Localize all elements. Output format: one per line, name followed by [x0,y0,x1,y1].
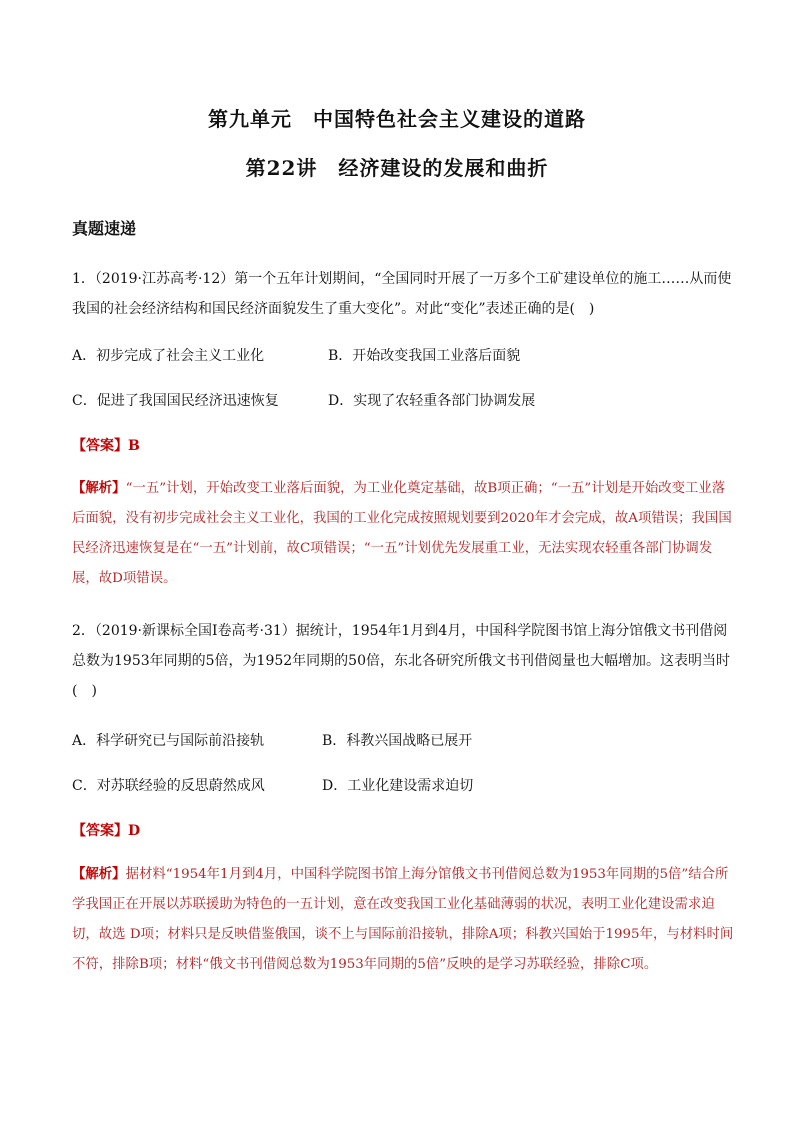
option-c: C．对苏联经验的反思蔚然成风 [72,778,265,794]
option-a: A．科学研究已与国际前沿接轨 [72,733,265,749]
explanation-text: “一五”计划，开始改变工业落后面貌，为工业化奠定基础，故B项正确；“一五”计划是开始改变工业落后面貌，没有初步完成社会主义工业化，我国的工业化完成按照规划要到2020年才会完成，故A项错误；我国国民经济迅速恢复是在“一五”计划前，故C项错误；“一五”计划优先发展重工业，无法实现农轻重各部门协调发展，故D项错误。 [72,481,732,586]
explanation-label: 【解析】 [72,480,126,496]
option-a: A．初步完成了社会主义工业化 [72,348,265,364]
explanation-label: 【解析】 [72,866,126,882]
option-d: D．实现了农轻重各部门协调发展 [328,393,536,409]
explanation [72,859,736,980]
option-d: D．工业化建设需求迫切 [322,778,474,794]
option-c: C．促进了我国国民经济迅速恢复 [72,393,279,409]
unit-title: 第九单元 中国特色社会主义建设的道路 [208,107,586,131]
explanation-text: 据材料“1954年1月到4月，中国科学院图书馆上海分馆俄文书刊借阅总数为1953年同期的5倍”结合所学我国正在开展以苏联援助为特色的一五计划，意在改变我国工业化基础薄弱的状况，表明工业化建设需求迫切，故选 D项；材料只是反映借鉴俄国，谈不上与国际前沿接轨，排除A项；科教兴国始于1995年，与材料时间不符，排除B项；材料“俄文书刊借阅总数为1953年同期的5倍”反映的是学习苏联经验，排除C项。 [72,867,734,972]
option-b: B．科教兴国战略已展开 [322,733,473,749]
section-heading: 真题速递 [72,219,137,238]
answer-label: 【答案】 [72,823,128,839]
answer-value: D [128,823,141,839]
answer-label: 【答案】 [72,438,128,454]
answer [72,435,140,455]
question-stem: 2．（2019·新课标全国Ⅰ卷高考·31）据统计，1954年1月到4月，中国科学院图书馆上海分馆俄文书刊借阅总数为1953年同期的5倍，为1952年同期的50倍，东北各研究所俄文书刊借阅量也大幅增加。这表明当时( ) [72,623,730,699]
question-stem: 1．（2019·江苏高考·12）第一个五年计划期间，“全国同时开展了一万多个工矿建设单位的施工……从而使我国的社会经济结构和国民经济面貌发生了重大变化”。对此“变化”表述正确的是( ) [72,271,732,317]
answer-value: B [128,438,140,454]
explanation [72,473,736,594]
option-b: B．开始改变我国工业落后面貌 [328,348,521,364]
lecture-title: 第22讲 经济建设的发展和曲折 [245,156,549,180]
answer [72,820,140,840]
